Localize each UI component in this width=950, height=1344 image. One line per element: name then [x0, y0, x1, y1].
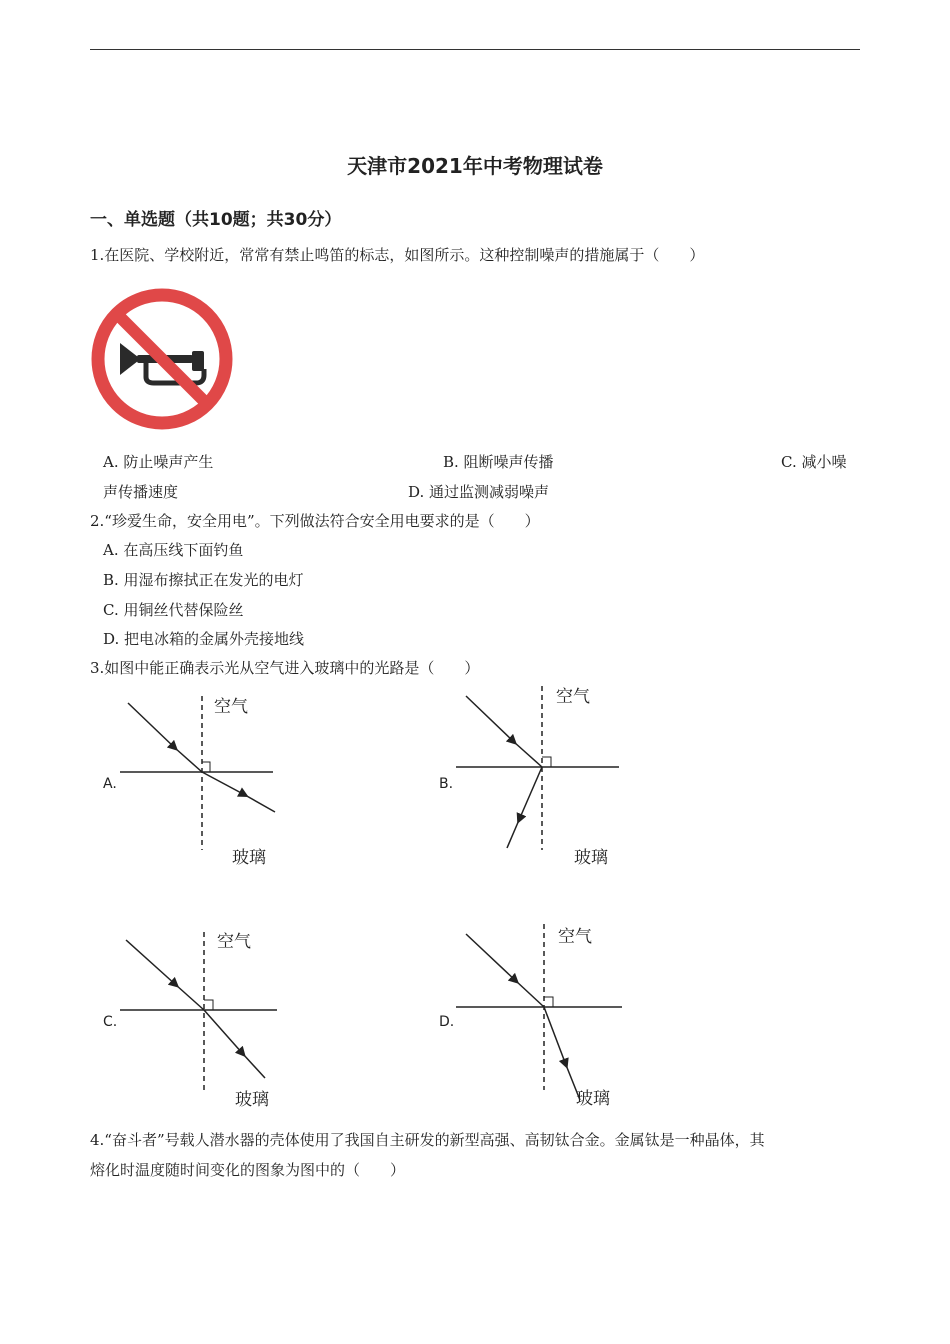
- q2-option-c: C. 用铜丝代替保险丝: [103, 601, 244, 619]
- q1-option-c-continued: 声传播速度: [103, 483, 179, 501]
- section-heading: 一、单选题（共10题；共30分）: [90, 210, 342, 230]
- diagram-a-air-label: 空气: [214, 697, 248, 717]
- diagram-a: [120, 696, 275, 868]
- diagram-d-air-label: 空气: [558, 927, 592, 947]
- question-4-stem-line2: 熔化时温度随时间变化的图象为图中的（ ）: [90, 1161, 406, 1179]
- diagram-b-glass-label: 玻璃: [574, 848, 608, 868]
- q3-option-d-label: D.: [439, 1014, 455, 1030]
- q3-option-b-label: B.: [439, 776, 454, 792]
- diagram-c: [120, 932, 277, 1110]
- q2-option-d: D. 把电冰箱的金属外壳接地线: [103, 630, 305, 648]
- q2-option-b: B. 用湿布擦拭正在发光的电灯: [103, 571, 304, 589]
- q3-option-c-label: C.: [103, 1014, 118, 1030]
- q1-option-b: B. 阻断噪声传播: [443, 453, 554, 471]
- q1-option-c: C. 减小噪: [781, 453, 847, 471]
- q3-option-a-label: A.: [103, 776, 117, 792]
- diagram-b: [456, 686, 619, 868]
- q1-option-a: A. 防止噪声产生: [103, 453, 214, 471]
- diagram-c-glass-label: 玻璃: [235, 1090, 269, 1110]
- diagram-d: [456, 924, 622, 1109]
- diagram-b-air-label: 空气: [556, 687, 590, 707]
- diagram-d-glass-label: 玻璃: [576, 1089, 610, 1109]
- diagram-a-glass-label: 玻璃: [232, 848, 266, 868]
- question-2-stem: 2.“珍爱生命，安全用电”。下列做法符合安全用电要求的是（ ）: [90, 512, 540, 530]
- question-3-stem: 3.如图中能正确表示光从空气进入玻璃中的光路是（ ）: [90, 659, 480, 677]
- diagram-c-air-label: 空气: [217, 932, 251, 952]
- question-4-stem-line1: 4.“奋斗者”号载人潜水器的壳体使用了我国自主研发的新型高强、高韧钛合金。金属钛是一种晶体，其: [90, 1131, 765, 1149]
- page-title: 天津市2021年中考物理试卷: [347, 154, 603, 178]
- q2-option-a: A. 在高压线下面钓鱼: [103, 541, 244, 559]
- q1-option-d: D. 通过监测减弱噪声: [408, 483, 550, 501]
- question-1-stem: 1.在医院、学校附近，常常有禁止鸣笛的标志，如图所示。这种控制噪声的措施属于（ ）: [90, 246, 705, 264]
